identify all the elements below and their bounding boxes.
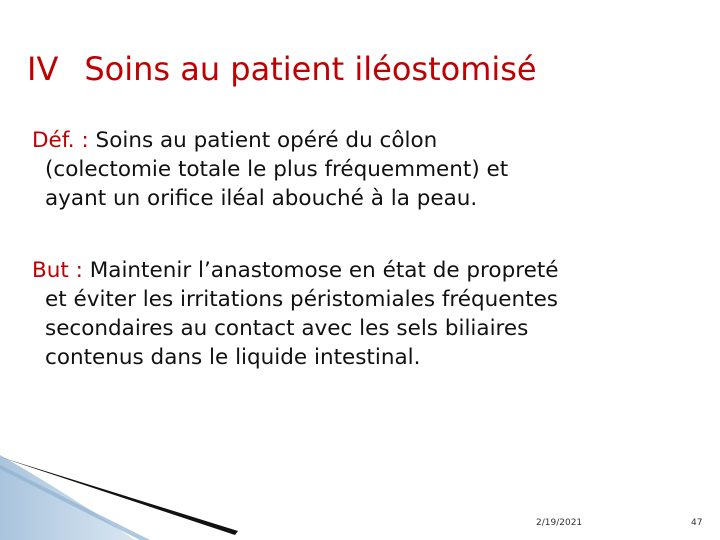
title-text: Soins au patient iléostomisé bbox=[84, 50, 537, 88]
definition-line-3: ayant un orifice iléal abouché à la peau. bbox=[45, 186, 478, 211]
goal-line-2: et éviter les irritations péristomiales fréquentes bbox=[45, 287, 559, 312]
decorative-swoosh bbox=[0, 455, 720, 540]
slide-title bbox=[27, 50, 537, 88]
definition-label: Déf. : bbox=[32, 128, 89, 153]
definition-line-1: Soins au patient opéré du côlon bbox=[95, 128, 438, 153]
page-number: 47 bbox=[691, 518, 703, 528]
blue-wedge bbox=[0, 455, 135, 540]
section-number: IV bbox=[27, 50, 59, 88]
goal-paragraph bbox=[32, 256, 688, 372]
goal-line-1: Maintenir l’anastomose en état de propreté bbox=[89, 258, 559, 283]
definition-line-2: (colectomie totale le plus fréquemment) et bbox=[45, 157, 509, 182]
footer-date: 2/19/2021 bbox=[536, 518, 583, 528]
definition-paragraph bbox=[32, 126, 688, 213]
goal-label: But : bbox=[32, 258, 83, 283]
goal-line-3: secondaires au contact avec les sels biliaires bbox=[45, 316, 529, 341]
goal-line-4: contenus dans le liquide intestinal. bbox=[45, 345, 421, 370]
